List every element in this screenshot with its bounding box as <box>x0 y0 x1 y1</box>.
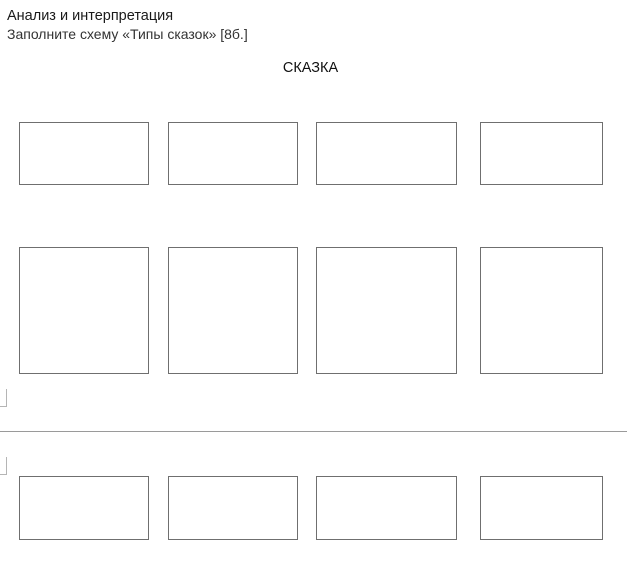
page-divider <box>0 431 627 432</box>
diagram-root-label: СКАЗКА <box>282 60 339 76</box>
task-instruction: Заполните схему «Типы сказок» [8б.] <box>7 26 248 42</box>
margin-corner-mark <box>0 457 7 475</box>
margin-corner-mark <box>0 389 7 407</box>
scheme-box-row2-col1[interactable] <box>19 247 149 374</box>
scheme-box-row1-col3[interactable] <box>316 122 457 185</box>
scheme-box-row1-col1[interactable] <box>19 122 149 185</box>
scheme-box-row2-col2[interactable] <box>168 247 298 374</box>
scheme-box-row2-col4[interactable] <box>480 247 603 374</box>
scheme-box-row1-col2[interactable] <box>168 122 298 185</box>
section-heading: Анализ и интерпретация <box>7 8 174 24</box>
scheme-box-row3-col3[interactable] <box>316 476 457 540</box>
scheme-box-row3-col2[interactable] <box>168 476 298 540</box>
scheme-box-row2-col3[interactable] <box>316 247 457 374</box>
scheme-box-row3-col4[interactable] <box>480 476 603 540</box>
scheme-box-row1-col4[interactable] <box>480 122 603 185</box>
scheme-box-row3-col1[interactable] <box>19 476 149 540</box>
